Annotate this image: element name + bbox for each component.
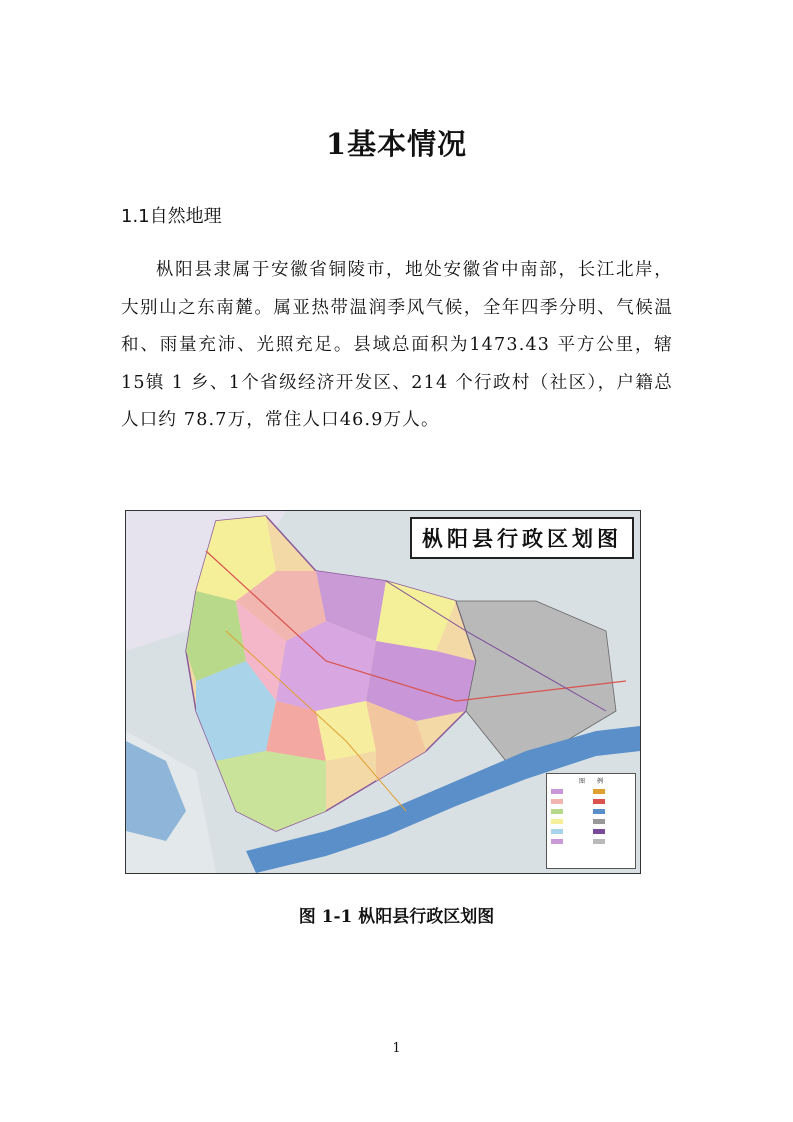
figure-caption: 图 1-1 枞阳县行政区划图	[298, 907, 495, 927]
legend-title: 图 例	[578, 778, 603, 785]
map-title: 枞阳县行政区划图	[410, 517, 634, 559]
section-heading: 1.1自然地理	[121, 206, 222, 227]
map-legend	[546, 773, 636, 869]
administrative-map	[125, 510, 641, 874]
chapter-title: 1基本情况	[325, 127, 468, 161]
body-paragraph: 枞阳县隶属于安徽省铜陵市，地处安徽省中南部，长江北岸，大别山之东南麓。属亚热带温润季风气候，全年四季分明、气候温和、雨量充沛、光照充足。县域总面积为1473.43 平方公里，辖 15镇 1 乡、1个省级经济开发区、214 个行政村（社区），户籍总人口约 78.7万，常住人口46.9万人。	[121, 260, 673, 431]
page-number: 1	[392, 1041, 401, 1056]
legend-swatches	[547, 785, 635, 865]
